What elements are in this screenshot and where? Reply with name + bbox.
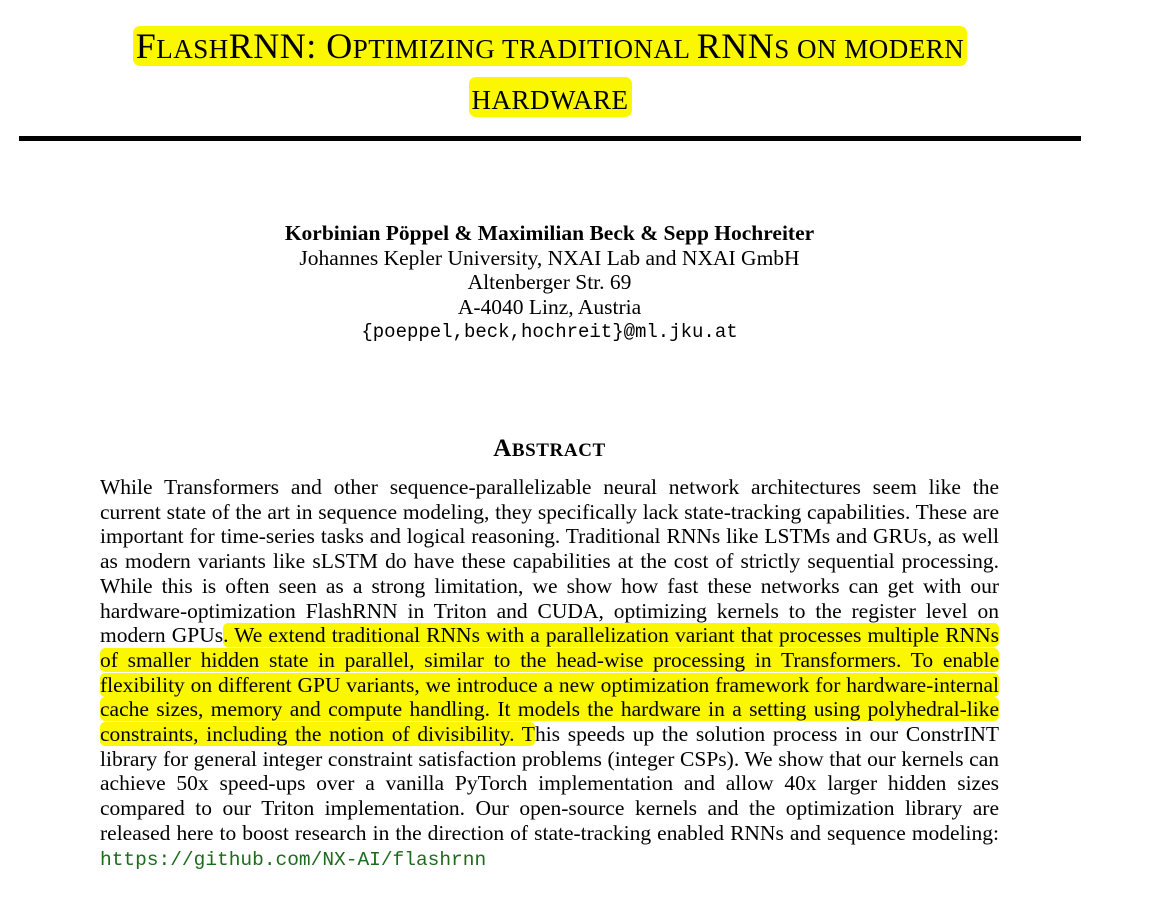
title-text: F — [135, 26, 157, 66]
abstract-text: his speeds up the solution process in our ConstrINT library for general integer constraint satisfaction problems (integer CSPs). We show that our kernels can achieve 50x speed-ups over a vanilla PyTorch implementation and allow 40x larger hidden sizes compared to our Triton implementation. Our open-source kernels and the optimization library are released here to boost research in the direction of state-tracking enabled RNNs and sequence modeling: — [100, 722, 999, 845]
title-text: S ON MODERN — [774, 34, 965, 64]
title-highlight-line1 — [133, 26, 968, 66]
abstract-heading — [0, 433, 1099, 467]
author-street: Altenberger Str. 69 — [467, 270, 632, 295]
author-names: Korbinian Pöppel & Maximilian Beck & Sepp Hochreiter — [284, 221, 815, 245]
abstract-text: While Transformers and other sequence-parallelizable neural network architectures seem like the current state of the art in sequence modeling, they specifically lack state-tracking capabilities. These are important for time-series tasks and logical reasoning. Traditional RNNs like LSTMs and GRUs, as well as modern variants like sLSTM do have these capabilities at the cost of strictly sequential processing. While this is often seen as a strong limitation, we show how fast these networks can get with our hardware-optimization FlashRNN in Triton and CUDA, optimizing kernels to the register level on modern GPUs — [100, 475, 999, 648]
title-text: PTIMIZING TRADITIONAL — [352, 34, 697, 64]
author-affiliation: Johannes Kepler University, NXAI Lab and NXAI GmbH — [299, 245, 800, 270]
paper-title — [20, 22, 1080, 124]
title-highlight-line2 — [469, 77, 632, 117]
title-text: HARDWARE — [471, 85, 629, 115]
title-text: RNN — [228, 26, 307, 66]
title-text: LASH — [156, 34, 229, 64]
abstract-heading-text: BSTRACT — [511, 440, 606, 461]
author-block — [0, 221, 1099, 345]
repository-link[interactable]: https://github.com/NX-AI/flashrnn — [100, 848, 487, 871]
title-text: RNN — [696, 26, 775, 66]
title-text: : O — [306, 26, 353, 66]
author-city: A-4040 Linz, Austria — [457, 295, 642, 320]
title-rule — [19, 136, 1081, 141]
author-email: {poeppel,beck,hochreit}@ml.jku.at — [361, 320, 738, 343]
abstract-body — [100, 475, 999, 872]
abstract-heading-text: A — [493, 435, 512, 462]
abstract-highlighted-text: . We extend traditional RNNs with a parallelization variant that processes multiple RNNs of smaller hidden state in parallel, similar to the head-wise processing in Transformers. To enable flexibility on different GPU variants, we introduce a new optimization framework for hardware-internal cache sizes, memory and compute handling. It models the hardware in a setting using polyhedral-like constraints, including the notion of divisibility. T — [100, 623, 999, 747]
